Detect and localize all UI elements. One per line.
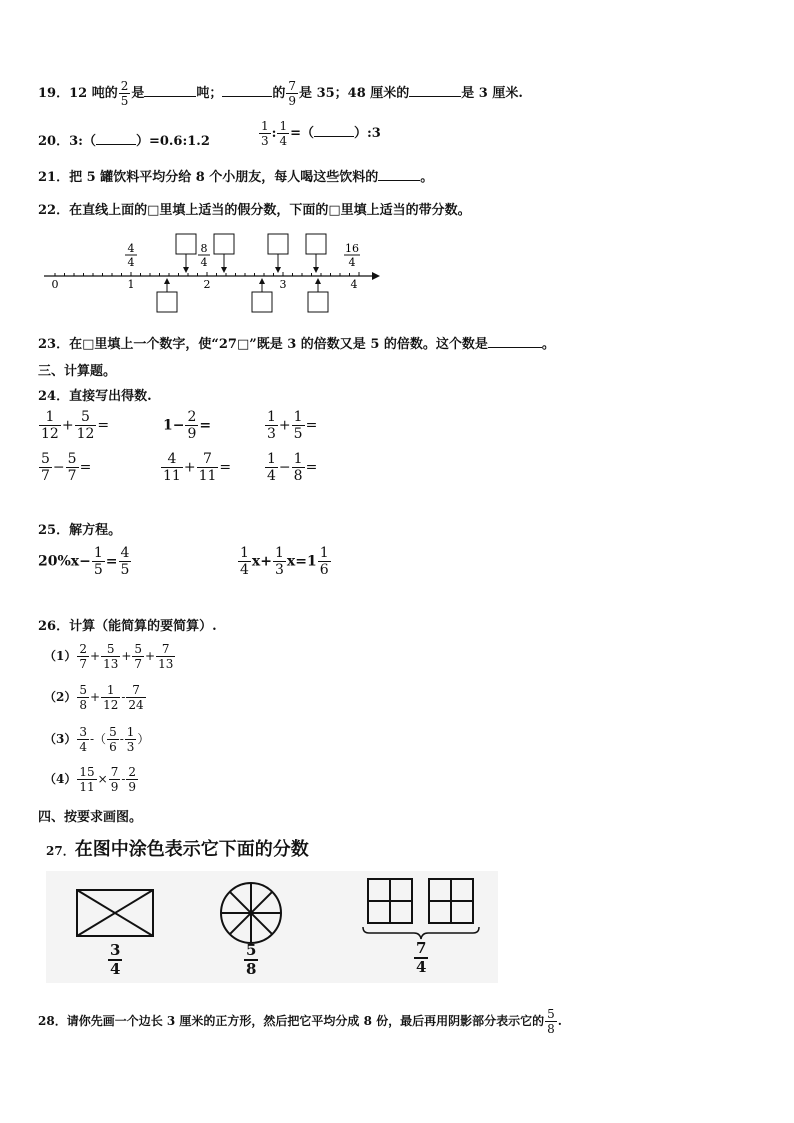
- denominator: 8: [246, 960, 257, 978]
- question-text: 在直线上面的□里填上适当的假分数，下面的□里填上适当的带分数。: [69, 203, 471, 218]
- fraction: [101, 643, 120, 670]
- operand: x+: [251, 553, 272, 570]
- fraction: [286, 80, 298, 107]
- question-text: 是 3 厘米.: [461, 86, 523, 101]
- fraction: [39, 452, 52, 483]
- denominator: 9: [187, 426, 197, 442]
- numerator: 1: [267, 451, 276, 467]
- equation: [38, 546, 132, 577]
- question-number: 24．: [38, 389, 70, 404]
- denominator: 7: [41, 468, 50, 484]
- fraction: [277, 120, 289, 147]
- answer-boxes-bottom[interactable]: [157, 282, 328, 312]
- fraction: [292, 410, 305, 441]
- equals-sign: =: [105, 553, 118, 570]
- numerator: 5: [79, 683, 87, 697]
- operator: −: [52, 459, 65, 476]
- numerator: 1: [261, 119, 269, 133]
- fraction-denominator: 4: [200, 256, 208, 269]
- denominator: 4: [110, 960, 121, 978]
- fraction: [197, 452, 219, 483]
- operator: +: [278, 417, 291, 434]
- numerator: 4: [167, 451, 177, 467]
- fraction: [77, 684, 89, 711]
- answer-blank[interactable]: [96, 132, 136, 145]
- fraction: [125, 726, 137, 753]
- operator: +: [90, 649, 101, 663]
- calc-item-4: [44, 766, 139, 793]
- fraction: [66, 452, 79, 483]
- question-text: ）:3: [354, 126, 381, 141]
- fraction: [75, 410, 97, 441]
- question-text: 3:（: [69, 134, 96, 149]
- fraction: [101, 684, 120, 711]
- expression: [38, 410, 109, 441]
- numerator: 2: [128, 765, 137, 779]
- item-label: （1）: [44, 649, 77, 663]
- fraction: [259, 120, 271, 147]
- question-20-part-a: [38, 130, 210, 149]
- numerator: 2: [187, 409, 197, 425]
- denominator: 12: [103, 698, 119, 712]
- fraction-numerator: 8: [200, 242, 208, 255]
- fraction: [107, 726, 119, 753]
- denominator: 24: [128, 698, 144, 712]
- fraction: [92, 546, 105, 577]
- denominator: 5: [120, 562, 130, 578]
- denominator: 4: [416, 958, 427, 976]
- number-line: [40, 226, 380, 320]
- answer-boxes-top[interactable]: [176, 234, 326, 268]
- numerator: 5: [246, 941, 257, 959]
- item-label: （4）: [44, 772, 77, 786]
- answer-blank[interactable]: [409, 84, 461, 97]
- question-text: 。: [541, 337, 555, 352]
- operator: +: [61, 417, 74, 434]
- numerator: 7: [132, 683, 140, 697]
- tick-label: 1: [127, 278, 135, 291]
- numerator: 1: [126, 725, 135, 739]
- operand: 20%x−: [38, 553, 91, 570]
- fraction: [292, 452, 305, 483]
- answer-blank[interactable]: [144, 84, 196, 97]
- question-text: 解方程。: [69, 523, 122, 538]
- numerator: 5: [109, 725, 117, 739]
- numerator: 5: [547, 1007, 555, 1021]
- equals-sign: =: [79, 459, 92, 476]
- fraction: [109, 766, 121, 793]
- question-text: 请你先画一个边长 3 厘米的正方形，然后把它平均分成 8 份，最后再用阴影部分表示它的: [66, 1014, 545, 1028]
- answer-blank[interactable]: [222, 84, 272, 97]
- question-text: ）=0.6:1.2: [135, 134, 210, 149]
- question-23: [38, 333, 555, 352]
- expression: [264, 452, 317, 483]
- numerator: 3: [79, 725, 87, 739]
- numerator: 15: [79, 765, 95, 779]
- fraction: [126, 766, 138, 793]
- brace-icon: [363, 927, 479, 939]
- denominator: 6: [109, 740, 117, 754]
- section-heading: 三、计算题。: [38, 364, 117, 379]
- question-21: [38, 166, 433, 185]
- denominator: 8: [547, 1022, 555, 1036]
- question-number: 23．: [38, 337, 70, 352]
- operator: +: [121, 649, 132, 663]
- numerator: 5: [41, 451, 50, 467]
- question-19: [38, 80, 523, 107]
- expression: [160, 452, 231, 483]
- fraction: [77, 726, 89, 753]
- tick-label: 0: [51, 278, 59, 291]
- equals-sign: =: [305, 459, 318, 476]
- numerator: 1: [93, 545, 103, 561]
- question-text: 把 5 罐饮料平均分给 8 个小朋友，每人喝这些饮料的: [69, 170, 379, 185]
- numerator: 5: [134, 642, 143, 656]
- question-number: 25．: [38, 523, 70, 538]
- operator: ）: [137, 732, 150, 746]
- denominator: 6: [319, 562, 329, 578]
- numerator: 4: [120, 545, 130, 561]
- question-text: .: [557, 1014, 562, 1028]
- numerator: 1: [293, 451, 303, 467]
- denominator: 7: [79, 657, 87, 671]
- denominator: 4: [240, 562, 249, 578]
- question-text: 计算（能简算的要简算）.: [69, 619, 217, 634]
- question-26: [38, 615, 217, 634]
- operand: 1−: [163, 417, 185, 434]
- denominator: 5: [293, 426, 303, 442]
- fraction: [77, 643, 89, 670]
- tick-label: 3: [279, 278, 287, 291]
- numerator: 1: [106, 683, 115, 697]
- numerator: 5: [106, 642, 115, 656]
- operator: +: [90, 690, 101, 704]
- fraction: [318, 546, 331, 577]
- fraction: [265, 452, 278, 483]
- question-text: 12 吨的: [69, 86, 118, 101]
- denominator: 9: [128, 780, 137, 794]
- equals-sign: =: [305, 417, 318, 434]
- fraction: [185, 410, 198, 441]
- calc-item-2: [44, 684, 147, 711]
- question-27: [46, 835, 309, 861]
- denominator: 5: [93, 562, 103, 578]
- section-heading: 四、按要求画图。: [38, 810, 143, 825]
- question-number: 22．: [38, 203, 70, 218]
- operator: -: [121, 772, 126, 786]
- expression: [264, 410, 317, 441]
- denominator: 7: [134, 657, 143, 671]
- denominator: 11: [163, 468, 181, 484]
- numerator: 1: [319, 545, 329, 561]
- expression: [163, 410, 211, 441]
- question-20-part-b: [258, 120, 381, 147]
- equals-sign: =: [97, 417, 110, 434]
- denominator: 3: [261, 134, 269, 148]
- fraction: [119, 546, 132, 577]
- denominator: 12: [41, 426, 59, 442]
- operator: −: [278, 459, 291, 476]
- fraction-numerator: 4: [127, 242, 135, 255]
- calc-item-1: [44, 643, 176, 670]
- whole-number: 1: [307, 553, 317, 570]
- denominator: 12: [76, 426, 95, 442]
- colon: :: [271, 126, 277, 141]
- tick-label: 2: [203, 278, 211, 291]
- numerator: 1: [45, 409, 55, 425]
- item-label: （2）: [44, 690, 77, 704]
- shading-figures: [46, 871, 498, 983]
- equals-sign: =: [199, 417, 212, 434]
- arrow-head-icon: [372, 272, 380, 280]
- numerator: 1: [240, 545, 249, 561]
- minor-ticks: [55, 272, 359, 276]
- question-text: =（: [290, 126, 314, 141]
- denominator: 9: [288, 94, 297, 108]
- denominator: 5: [120, 94, 129, 108]
- question-25: [38, 519, 121, 538]
- question-text: 。: [420, 170, 434, 185]
- calc-item-3: [44, 726, 149, 753]
- numerator: 1: [267, 409, 276, 425]
- fraction: [161, 452, 183, 483]
- operator: +: [145, 649, 156, 663]
- denominator: 13: [103, 657, 119, 671]
- tick-label: 4: [350, 278, 358, 291]
- denominator: 8: [293, 468, 303, 484]
- numerator: 7: [110, 765, 119, 779]
- question-text: 的: [272, 86, 286, 101]
- denominator: 11: [79, 780, 95, 794]
- denominator: 8: [79, 698, 87, 712]
- question-22: [38, 199, 471, 218]
- fraction-denominator: 4: [348, 256, 356, 269]
- question-text: 是 35；48 厘米的: [299, 86, 410, 101]
- answer-blank[interactable]: [488, 335, 542, 348]
- denominator: 11: [198, 468, 217, 484]
- question-number: 21．: [38, 170, 70, 185]
- question-number: 19．: [38, 86, 70, 101]
- operator: -: [121, 690, 126, 704]
- fraction: [265, 410, 278, 441]
- denominator: 3: [267, 426, 276, 442]
- fraction-denominator: 4: [127, 256, 135, 269]
- operator: -: [119, 732, 124, 746]
- numerator: 1: [279, 119, 288, 133]
- fraction: [545, 1008, 557, 1035]
- fraction: [414, 941, 428, 975]
- question-number: 20．: [38, 134, 70, 149]
- numerator: 2: [120, 79, 129, 93]
- numerator: 5: [67, 451, 77, 467]
- numerator: 3: [110, 941, 121, 959]
- numerator: 7: [416, 939, 427, 957]
- denominator: 13: [158, 657, 174, 671]
- fraction: [273, 546, 286, 577]
- answer-blank[interactable]: [378, 168, 420, 181]
- question-number: 27．: [46, 844, 75, 858]
- fraction: [126, 684, 145, 711]
- fraction: [77, 766, 96, 793]
- answer-blank[interactable]: [314, 124, 354, 137]
- question-text: 直接写出得数.: [69, 389, 152, 404]
- equals-sign: =: [219, 459, 232, 476]
- fraction: [238, 546, 251, 577]
- numerator: 1: [275, 545, 284, 561]
- denominator: 7: [67, 468, 77, 484]
- operator: +: [183, 459, 196, 476]
- fraction-numerator: 16: [345, 242, 359, 255]
- numerator: 1: [293, 409, 303, 425]
- operator: ×: [97, 772, 108, 786]
- question-28: [38, 1008, 562, 1035]
- operand: x=: [286, 553, 307, 570]
- fraction: [132, 643, 144, 670]
- arrow-up-icons: [164, 278, 321, 284]
- numerator: 2: [79, 642, 87, 656]
- question-text: 在图中涂色表示它下面的分数: [74, 839, 309, 860]
- numerator: 7: [288, 79, 297, 93]
- fraction: [119, 80, 131, 107]
- denominator: 4: [79, 740, 87, 754]
- denominator: 9: [110, 780, 119, 794]
- denominator: 4: [279, 134, 288, 148]
- fraction: [156, 643, 175, 670]
- question-text: 是: [131, 86, 145, 101]
- fraction: [244, 943, 258, 977]
- denominator: 3: [275, 562, 284, 578]
- expression: [38, 452, 91, 483]
- question-number: 26．: [38, 619, 70, 634]
- fraction: [108, 943, 122, 977]
- equation: [237, 546, 332, 577]
- operator: -（: [90, 732, 107, 746]
- denominator: 3: [126, 740, 135, 754]
- question-text: 在□里填上一个数字，使“27□”既是 3 的倍数又是 5 的倍数。这个数是: [69, 337, 488, 352]
- question-24: [38, 385, 152, 404]
- question-text: 吨；: [196, 86, 223, 101]
- numerator: 7: [203, 451, 212, 467]
- numerator: 5: [81, 409, 90, 425]
- denominator: 4: [267, 468, 276, 484]
- numerator: 7: [161, 642, 170, 656]
- fraction: [39, 410, 61, 441]
- item-label: （3）: [44, 732, 77, 746]
- question-number: 28．: [38, 1014, 67, 1028]
